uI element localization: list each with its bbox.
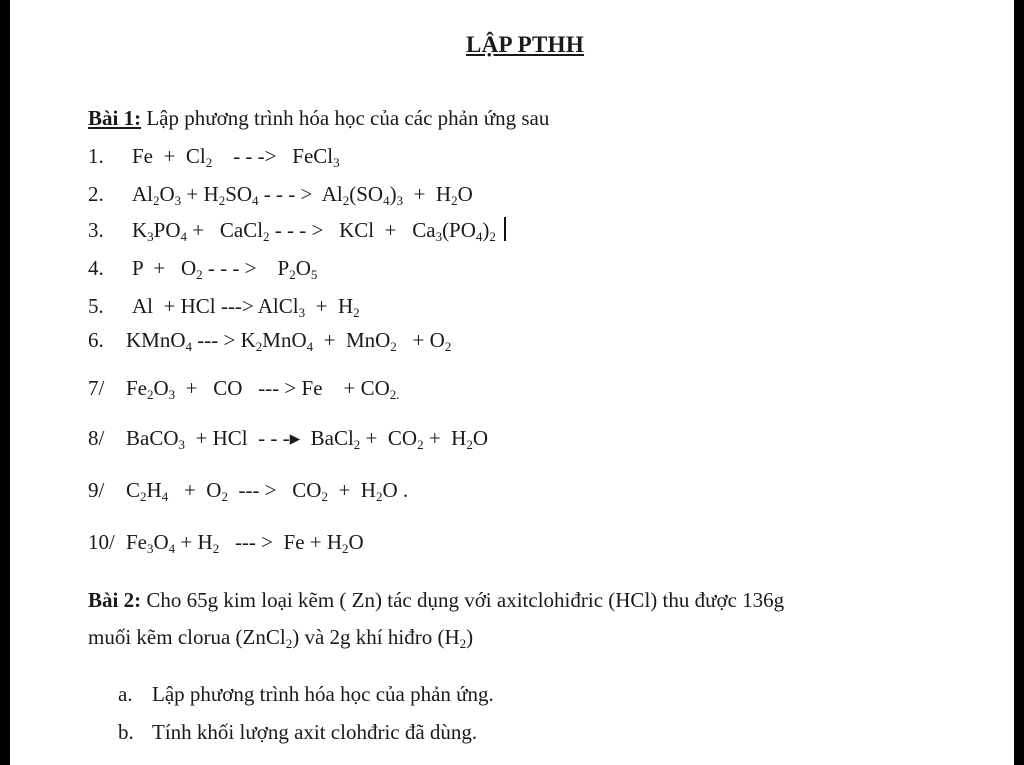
question-a [118, 680, 494, 708]
question-b-num: b. [118, 720, 134, 744]
equation-number: 1. [88, 144, 104, 168]
equation-2 [88, 180, 473, 208]
bai1-label: Bài 1: [88, 106, 142, 130]
equation-number: 10/ [88, 530, 115, 554]
equation-number: 5. [88, 294, 104, 318]
equation-formula: $Fe_3O_4 + H_2$ --- > $Fe + H_2O$ [126, 530, 364, 556]
equation-formula: $Fe_2O_3$ + CO --- > Fe + $CO_{2.}$ [126, 376, 400, 402]
equation-number: 2. [88, 182, 104, 206]
equation-1 [88, 142, 340, 170]
equation-3 [88, 216, 506, 244]
equation-formula: $Fe + Cl_2$ - - -> FeCl$_3$ [132, 144, 340, 170]
equation-number: 3. [88, 218, 104, 242]
question-b [118, 718, 477, 746]
bai2-line2: muối kẽm clorua (ZnCl$_2$) và 2g khí hiđro $(H_2)$ [88, 625, 474, 651]
equation-formula: BaCO$_3$ + HCl - - -▸ BaCl$_2$ + $CO_2 + H_2O$ [126, 426, 488, 452]
bai2-line1 [88, 586, 968, 614]
equation-4 [88, 254, 317, 282]
equation-number: 8/ [88, 426, 105, 450]
bai1-heading [88, 104, 549, 132]
equation-formula: $K_3PO_4$ + CaCl$_2$ - - - > KCl + $Ca_3(PO_4)_2$ [132, 218, 496, 244]
equation-formula: $C_2H_4 + O_2$ --- > $CO_2 + H_2O$ . [126, 478, 409, 504]
equation-8 [88, 424, 488, 452]
equation-number: 9/ [88, 478, 105, 502]
bai2-label: Bài 2: [88, 588, 142, 612]
bai2-text-line1: Cho 65g kim loại kẽm ( Zn) tác dụng với axitclohiđric (HCl) thu được 136g [141, 588, 785, 612]
text-cursor [504, 217, 506, 241]
equation-number: 7/ [88, 376, 105, 400]
equation-number: 4. [88, 256, 104, 280]
equation-10 [88, 528, 364, 556]
equation-5 [88, 292, 360, 320]
document-page [10, 0, 1014, 765]
equation-formula: Al + HCl ---> AlCl$_3$ + $H_2$ [132, 294, 360, 320]
equation-6 [88, 326, 451, 354]
question-a-num: a. [118, 682, 133, 706]
equation-formula: $Al_2O_3 + H_2SO_4$ - - - > $Al_2(SO_4)_3 + H_2O$ [132, 182, 473, 208]
equation-9 [88, 476, 408, 504]
bai1-text: Lập phương trình hóa học của các phản ứng sau [141, 106, 550, 130]
page-title: LẬP PTHH [466, 32, 585, 57]
equation-number: 6. [88, 328, 104, 352]
question-b-text: Tính khối lượng axit clohđric đã dùng. [152, 720, 478, 744]
equation-formula: $P + O_2$ - - - > $P_2O_5$ [132, 256, 318, 282]
question-a-text: Lập phương trình hóa học của phản ứng. [152, 682, 494, 706]
equation-formula: KMnO$_4$ --- > $K_2MnO_4 + MnO_2 + O_2$ [126, 328, 452, 354]
equation-7 [88, 374, 400, 402]
